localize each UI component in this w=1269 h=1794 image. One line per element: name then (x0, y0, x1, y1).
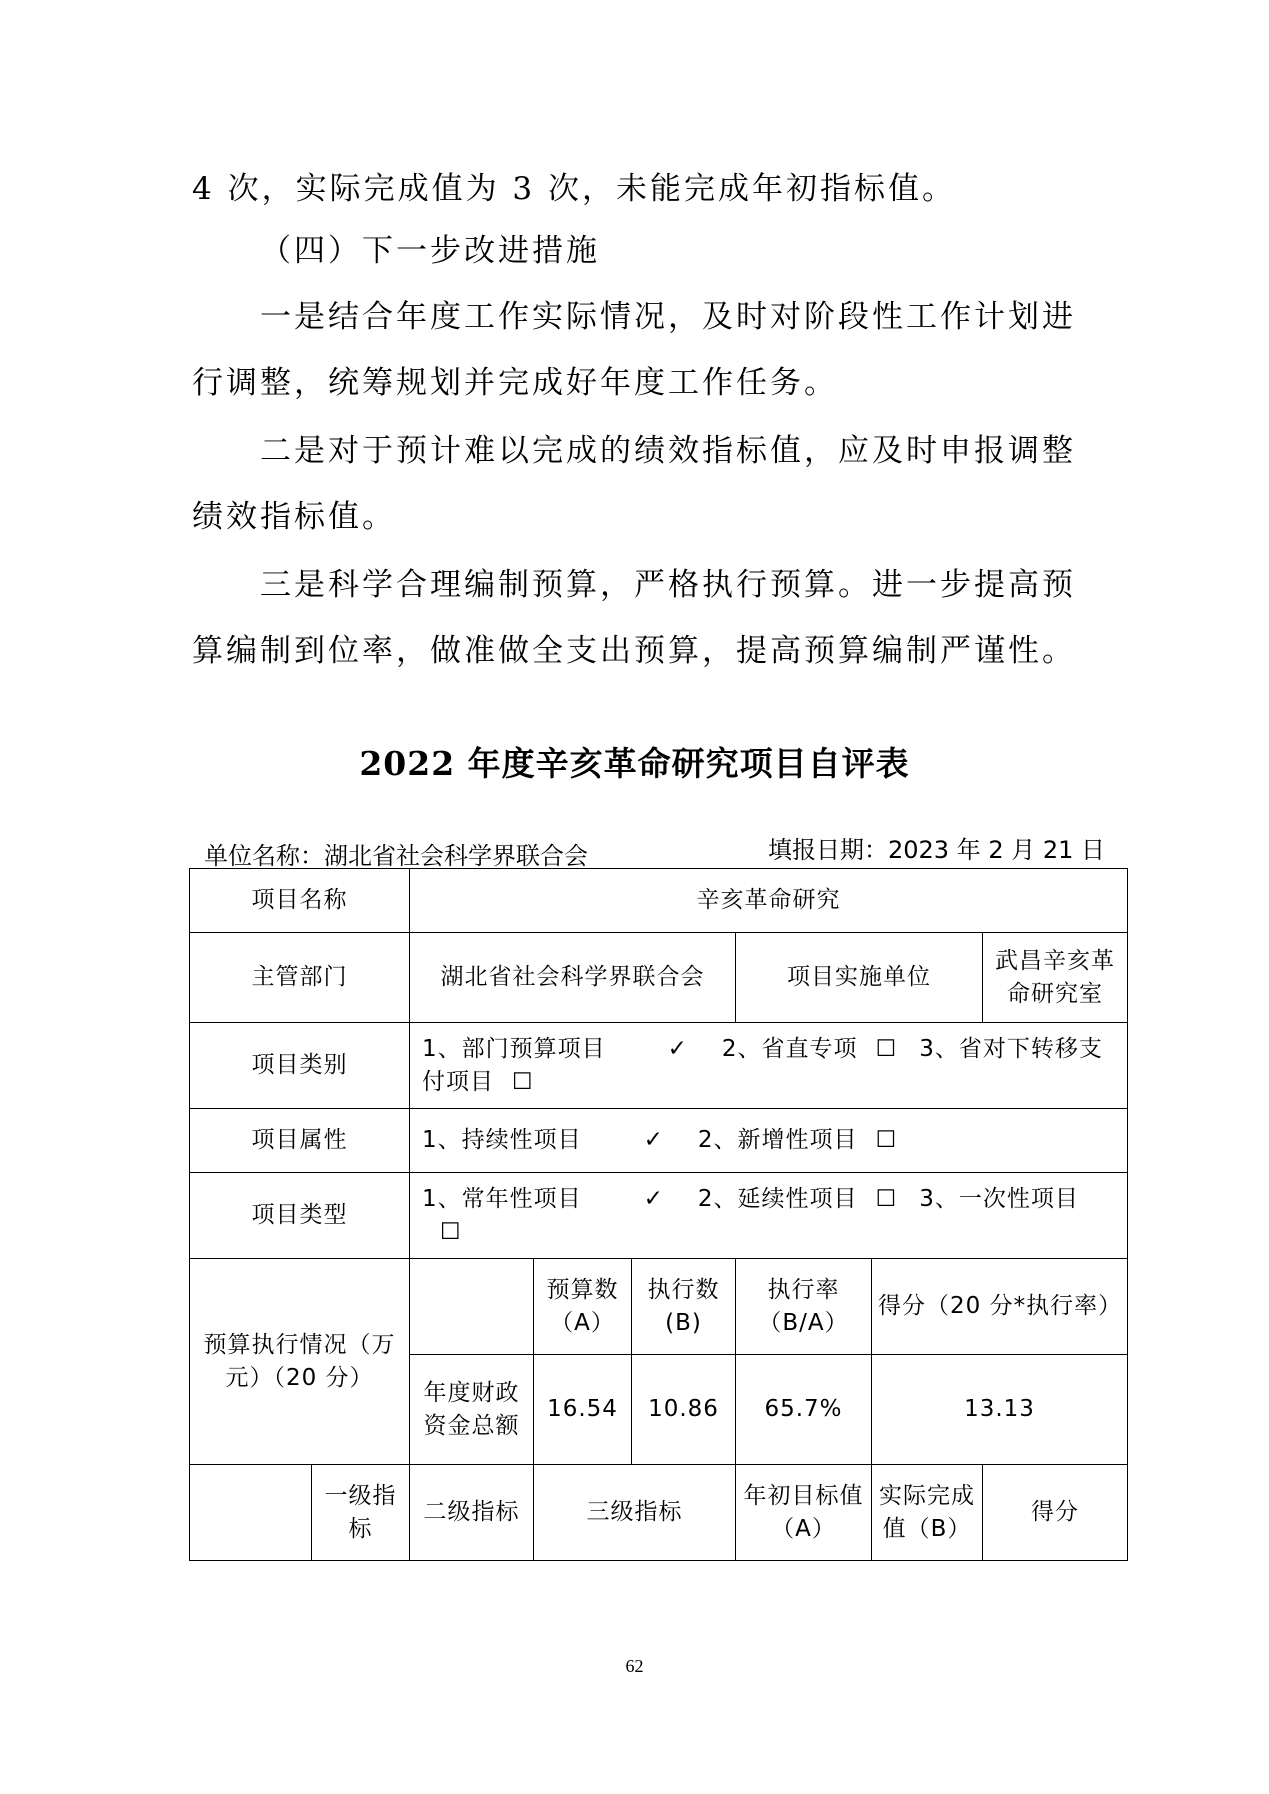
table-title: 2022 年度辛亥革命研究项目自评表 (359, 744, 910, 783)
paragraph-line: 绩效指标值。 (192, 499, 396, 535)
column-header: 年初目标值（A） (736, 1465, 872, 1561)
checkbox-icon: ☐ (875, 1185, 898, 1212)
column-header: 预算数（A） (534, 1259, 632, 1355)
table-row (190, 1465, 1128, 1561)
check-mark-icon: ✓ (643, 1185, 664, 1212)
cell-value: 13.13 (872, 1355, 1128, 1465)
paragraph-line: 三是科学合理编制预算，严格执行预算。进一步提高预 (260, 567, 1076, 603)
paragraph-line: 算编制到位率，做准做全支出预算，提高预算编制严谨性。 (192, 633, 1076, 669)
section-heading: （四）下一步改进措施 (260, 233, 600, 269)
cell-value: 16.54 (534, 1355, 632, 1465)
cell-empty (410, 1259, 534, 1355)
cell-options (410, 1109, 1128, 1173)
cell-label: 项目类别 (190, 1023, 410, 1109)
cell-value: 10.86 (632, 1355, 736, 1465)
checkbox-icon: ☐ (440, 1218, 462, 1245)
evaluation-table (189, 868, 1128, 1561)
paragraph-line: 一是结合年度工作实际情况，及时对阶段性工作计划进 (260, 299, 1076, 335)
cell-value: 湖北省社会科学界联合会 (410, 933, 736, 1023)
unit-name: 单位名称：湖北省社会科学界联合会 (204, 842, 588, 870)
paragraph-line: 4 次，实际完成值为 3 次，未能完成年初指标值。 (192, 171, 957, 207)
paragraph-line: 行调整，统筹规划并完成好年度工作任务。 (192, 365, 838, 401)
cell-options (410, 1173, 1128, 1259)
cell-label: 项目实施单位 (736, 933, 983, 1023)
column-header: 得分（20 分*执行率） (872, 1259, 1128, 1355)
option-label: 2、省直专项 (721, 1035, 858, 1062)
column-header: 执行数(B) (632, 1259, 736, 1355)
table-row (190, 1023, 1128, 1109)
page-number: 62 (625, 1656, 644, 1676)
paragraph-line: 二是对于预计难以完成的绩效指标值，应及时申报调整 (260, 433, 1076, 469)
check-mark-icon: ✓ (667, 1035, 688, 1062)
cell-value: 辛亥革命研究 (410, 869, 1128, 933)
cell-empty (190, 1465, 312, 1561)
cell-label: 预算执行情况（万元）（20 分） (190, 1259, 410, 1465)
cell-label: 项目类型 (190, 1173, 410, 1259)
cell-value: 武昌辛亥革命研究室 (983, 933, 1128, 1023)
option-label: 3、省对下转移支付项目 (422, 1035, 1103, 1095)
column-header: 二级指标 (410, 1465, 534, 1561)
option-label: 1、常年性项目 (422, 1185, 582, 1212)
column-header: 得分 (983, 1465, 1128, 1561)
option-label: 2、新增性项目 (697, 1127, 858, 1153)
checkbox-icon: ☐ (875, 1127, 898, 1153)
column-header: 一级指标 (312, 1465, 410, 1561)
check-mark-icon: ✓ (643, 1127, 664, 1153)
option-label: 2、延续性项目 (697, 1185, 858, 1212)
table-row (190, 1259, 1128, 1355)
column-header: 实际完成值（B） (872, 1465, 983, 1561)
option-label: 3、一次性项目 (919, 1185, 1079, 1212)
cell-label: 项目名称 (190, 869, 410, 933)
checkbox-icon: ☐ (512, 1068, 534, 1095)
cell-label: 主管部门 (190, 933, 410, 1023)
cell-label: 项目属性 (190, 1109, 410, 1173)
table-row (190, 1109, 1128, 1173)
checkbox-icon: ☐ (875, 1035, 898, 1062)
table-row (190, 933, 1128, 1023)
fill-date: 填报日期：2023 年 2 月 21 日 (768, 836, 1106, 864)
option-label: 1、部门预算项目 (422, 1035, 606, 1062)
cell-options (410, 1023, 1128, 1109)
column-header: 执行率（B/A） (736, 1259, 872, 1355)
option-label: 1、持续性项目 (422, 1127, 582, 1153)
column-header: 三级指标 (534, 1465, 736, 1561)
table-row (190, 869, 1128, 933)
row-label: 年度财政资金总额 (410, 1355, 534, 1465)
cell-value: 65.7% (736, 1355, 872, 1465)
table-row (190, 1173, 1128, 1259)
